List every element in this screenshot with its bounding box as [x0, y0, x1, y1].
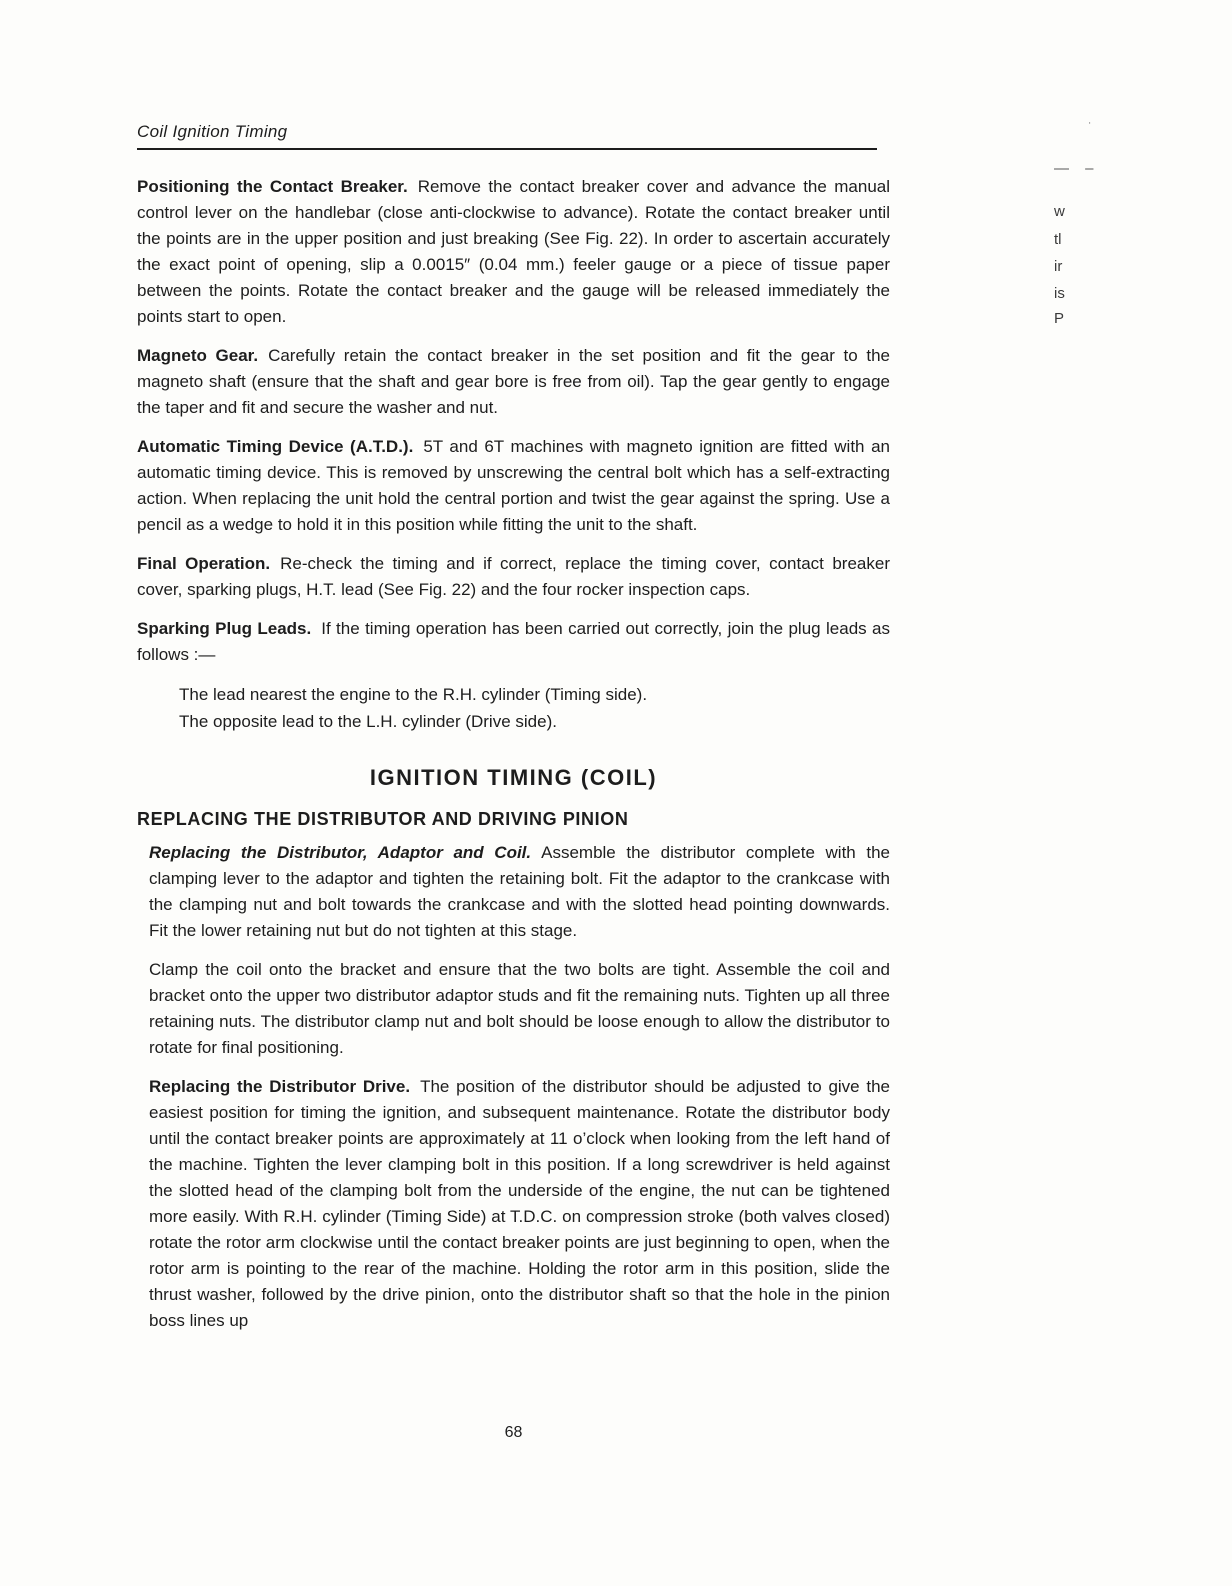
paragraph-lead: Final Operation. [137, 554, 271, 573]
paragraph-lead: Magneto Gear. [137, 346, 259, 365]
paragraph-sparking-plug-leads [137, 616, 890, 668]
paragraph-text: Clamp the coil onto the bracket and ensure that the two bolts are tight. Assemble the coil and bracket onto the upper two distributor adaptor studs and fit the remaining nuts. Tighten up all three retaining nuts. The distributor clamp nut and bolt should be loose enough to allow the distributor to rotate for final positioning. [149, 960, 890, 1057]
paragraph-final-operation [137, 551, 890, 603]
scan-artifact: ˙ [1088, 120, 1093, 135]
page-edge-fragment: P [1054, 310, 1065, 327]
paragraph-text: If the timing operation has been carried out correctly, join the plug leads as follows :— [137, 619, 891, 664]
paragraph-automatic-timing-device [137, 434, 890, 538]
page-edge-fragment: tl [1054, 231, 1062, 248]
paragraph-coil-bracket [137, 957, 890, 1061]
page-edge-fragment: is [1054, 285, 1065, 302]
section-ignition-timing-coil [137, 809, 890, 1334]
paragraph-text: Re-check the timing and if correct, replace the timing cover, contact breaker cover, sparking plugs, H.T. lead (See Fig. 22) and the four rocker inspection caps. [137, 554, 890, 599]
page-edge-fragment: — – [1054, 160, 1100, 177]
section-heading-ignition-timing-coil: IGNITION TIMING (COIL) [369, 765, 658, 790]
paragraph-lead: Positioning the Contact Breaker. [137, 177, 408, 196]
paragraph-positioning-contact-breaker [137, 174, 890, 330]
plug-lead-line: The opposite lead to the L.H. cylinder (Drive side). [179, 712, 557, 731]
paragraph-lead: Replacing the Distributor Drive. [149, 1077, 411, 1096]
subheading-replacing-distributor: REPLACING THE DISTRIBUTOR AND DRIVING PINION [137, 809, 629, 829]
plug-lead-instructions [137, 681, 890, 735]
plug-lead-line: The lead nearest the engine to the R.H. cylinder (Timing side). [179, 685, 648, 704]
paragraph-lead: Automatic Timing Device (A.T.D.). [137, 437, 414, 456]
page-number: 68 [504, 1424, 523, 1441]
paragraph-replacing-distributor-adaptor-coil [137, 840, 890, 944]
header-rule [137, 148, 877, 150]
paragraph-lead: Replacing the Distributor, Adaptor and Coil. [149, 843, 532, 862]
paragraph-text: The position of the distributor should be adjusted to give the easiest position for timing the ignition, and subsequent maintenance. Rotate the distributor body until the contact breaker points are approximately at 11 o’clock when looking from the left hand of the machine. Tighten the lever clamping bolt in this position. If a long screwdriver is held against the slotted head of the clamping bolt from the underside of the engine, the nut can be tightened more easily. With R.H. cylinder (Timing Side) at T.D.C. on compression stroke (both valves closed) rotate the rotor arm clockwise until the contact breaker points are just beginning to open, when the rotor arm is pointing to the rear of the machine. Holding the rotor arm in this position, slide the thrust washer, followed by the drive pinion, onto the distributor shaft so that the hole in the pinion boss lines up [149, 1077, 890, 1330]
page-edge-fragment: ir [1054, 258, 1063, 275]
running-header: Coil Ignition Timing [137, 122, 288, 141]
page-edge-fragment: w [1054, 203, 1065, 220]
paragraph-magneto-gear [137, 343, 890, 421]
paragraph-text: Remove the contact breaker cover and advance the manual control lever on the handlebar (close anti-clockwise to advance). Rotate the contact breaker until the points are in the upper position and just breaking (See Fig. 22). In order to ascertain accurately the exact point of opening, slip a 0.0015″ (0.04 mm.) feeler gauge or a piece of tissue paper between the points. Rotate the contact breaker and the gauge will be released immediately the points start to open. [137, 177, 890, 326]
paragraph-replacing-distributor-drive [137, 1074, 890, 1334]
page-content [137, 122, 890, 1347]
paragraph-text: Carefully retain the contact breaker in the set position and fit the gear to the magneto shaft (ensure that the shaft and gear bore is free from oil). Tap the gear gently to engage the taper and fit and secure the washer and nut. [137, 346, 891, 417]
paragraph-text: 5T and 6T machines with magneto ignition are fitted with an automatic timing device. This is removed by unscrewing the central bolt which has a self-extracting action. When replacing the unit hold the central portion and twist the gear against the spring. Use a pencil as a wedge to hold it in this position while fitting the unit to the shaft. [137, 437, 890, 534]
paragraph-text: Assemble the distributor complete with the clamping lever to the adaptor and tighten the retaining bolt. Fit the adaptor to the crankcase with the clamping nut and bolt towards the crankcase and with the slotted head pointing downwards. Fit the lower retaining nut but do not tighten at this stage. [149, 843, 891, 940]
paragraph-lead: Sparking Plug Leads. [137, 619, 312, 638]
